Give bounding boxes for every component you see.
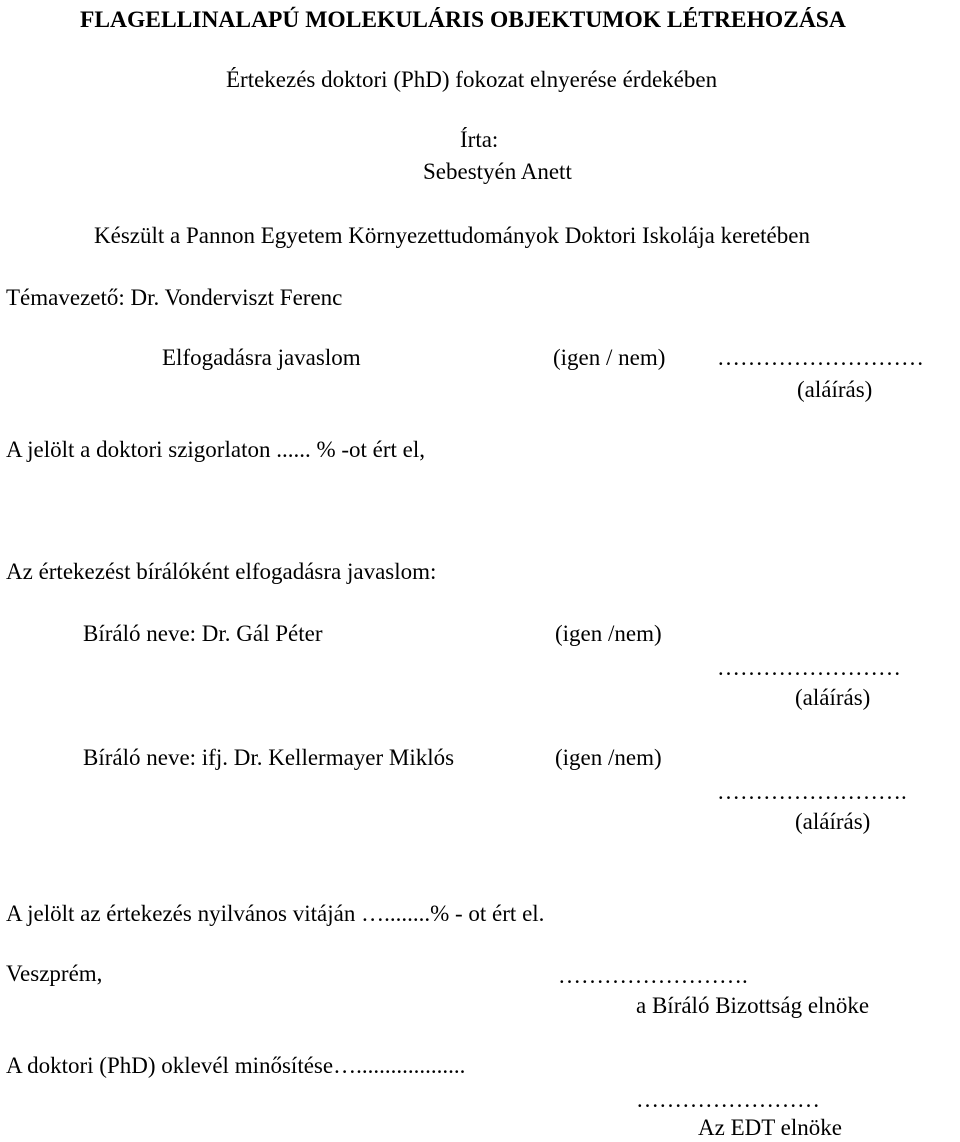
supervisor-approval-options: (igen / nem): [553, 345, 666, 370]
reviewer-name: Bíráló neve: Dr. Gál Péter: [83, 621, 323, 646]
committee-signature-line: …………………….: [558, 963, 748, 988]
reviewer-options: (igen /nem): [555, 745, 662, 770]
reviewer-signature-line: …………………….: [717, 779, 907, 804]
place-label: Veszprém,: [6, 961, 103, 986]
author-name: Sebestyén Anett: [423, 159, 572, 184]
supervisor-signature-caption: (aláírás): [797, 377, 873, 402]
reviewer-signature-line: ……………………: [717, 655, 901, 680]
reviewer-signature-caption: (aláírás): [795, 685, 871, 710]
document-subtitle: Értekezés doktori (PhD) fokozat elnyerése érdekében: [226, 67, 718, 92]
defense-result-line: A jelölt az értekezés nyilvános vitáján …........% - ot ért el.: [6, 901, 545, 926]
supervisor-signature-line: ………………………: [717, 345, 924, 370]
qualification-line: A doktori (PhD) oklevél minősítése…...................: [6, 1053, 466, 1078]
supervisor-approval-label: Elfogadásra javaslom: [162, 345, 361, 370]
reviewers-intro: Az értekezést bírálóként elfogadásra javaslom:: [6, 559, 437, 584]
institution-line: Készült a Pannon Egyetem Környezettudományok Doktori Iskolája keretében: [94, 223, 810, 248]
reviewer-signature-caption: (aláírás): [795, 809, 871, 834]
supervisor-line: Témavezető: Dr. Vonderviszt Ferenc: [6, 285, 343, 310]
edt-signature-caption: Az EDT elnöke: [698, 1115, 842, 1140]
edt-signature-line: ……………………: [636, 1087, 820, 1112]
exam-result-line: A jelölt a doktori szigorlaton ...... % -ot ért el,: [6, 437, 426, 462]
reviewer-options: (igen /nem): [555, 621, 662, 646]
committee-signature-caption: a Bíráló Bizottság elnöke: [636, 993, 870, 1018]
author-label: Írta:: [460, 127, 499, 152]
document-title: FLAGELLINALAPÚ MOLEKULÁRIS OBJEKTUMOK LÉTREHOZÁSA: [80, 7, 846, 33]
reviewer-name: Bíráló neve: ifj. Dr. Kellermayer Miklós: [83, 745, 455, 770]
